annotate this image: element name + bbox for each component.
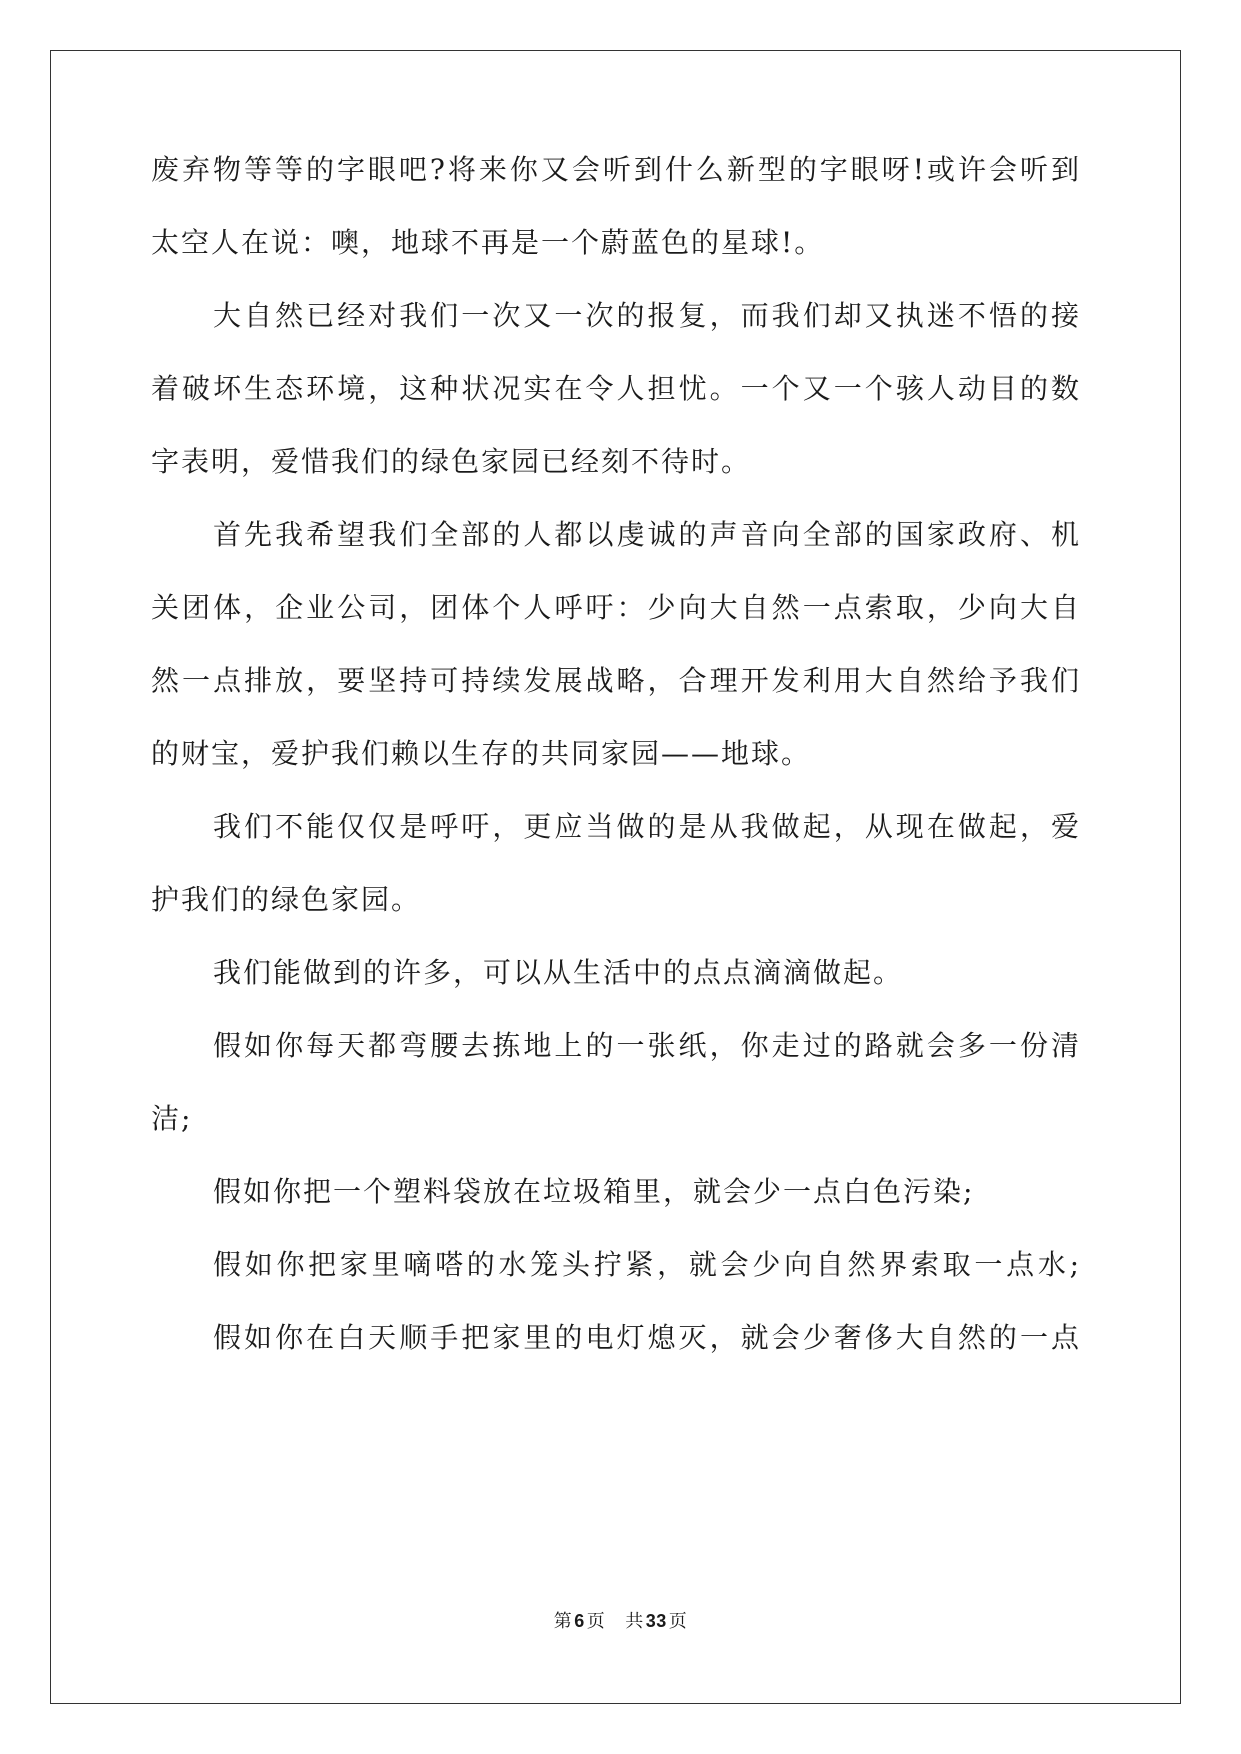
text-line: 我们能做到的许多，可以从生活中的点点滴滴做起。 <box>213 956 904 989</box>
footer-page-suffix: 页 <box>586 1611 606 1632</box>
footer-page-prefix: 第 <box>553 1611 573 1632</box>
footer-total-prefix: 共 <box>625 1611 644 1632</box>
footer-total-suffix: 页 <box>668 1611 688 1632</box>
text-line: 着破坏生态环境，这种状况实在令人担忧。一个又一个骇人动目的数 <box>151 372 1081 405</box>
text-line: 假如你每天都弯腰去拣地上的一张纸，你走过的路就会多一份清 <box>213 1029 1081 1062</box>
page-footer <box>0 1609 1241 1634</box>
text-line: 然一点排放，要坚持可持续发展战略，合理开发利用大自然给予我们 <box>151 664 1081 697</box>
footer-total-pages: 33 <box>645 1611 667 1631</box>
text-line: 太空人在说：噢，地球不再是一个蔚蓝色的星球!。 <box>151 226 825 259</box>
text-line: 关团体，企业公司，团体个人呼吁：少向大自然一点索取，少向大自 <box>151 591 1081 624</box>
text-line: 的财宝，爱护我们赖以生存的共同家园——地球。 <box>151 737 812 770</box>
text-line: 假如你把家里嘀嗒的水笼头拧紧，就会少向自然界索取一点水; <box>213 1248 1081 1281</box>
footer-page-number: 6 <box>574 1611 585 1631</box>
text-line: 假如你把一个塑料袋放在垃圾箱里，就会少一点白色污染; <box>213 1175 975 1208</box>
text-line: 护我们的绿色家园。 <box>151 883 422 916</box>
text-line: 字表明，爱惜我们的绿色家园已经刻不待时。 <box>151 445 752 478</box>
text-line: 假如你在白天顺手把家里的电灯熄灭，就会少奢侈大自然的一点 <box>213 1321 1081 1354</box>
text-line: 洁; <box>151 1102 193 1135</box>
text-line: 我们不能仅仅是呼吁，更应当做的是从我做起，从现在做起，爱 <box>213 810 1081 843</box>
text-line: 废弃物等等的字眼吧?将来你又会听到什么新型的字眼呀!或许会听到 <box>151 153 1081 186</box>
text-line: 首先我希望我们全部的人都以虔诚的声音向全部的国家政府、机 <box>213 518 1081 551</box>
text-line: 大自然已经对我们一次又一次的报复，而我们却又执迷不悟的接 <box>213 299 1081 332</box>
